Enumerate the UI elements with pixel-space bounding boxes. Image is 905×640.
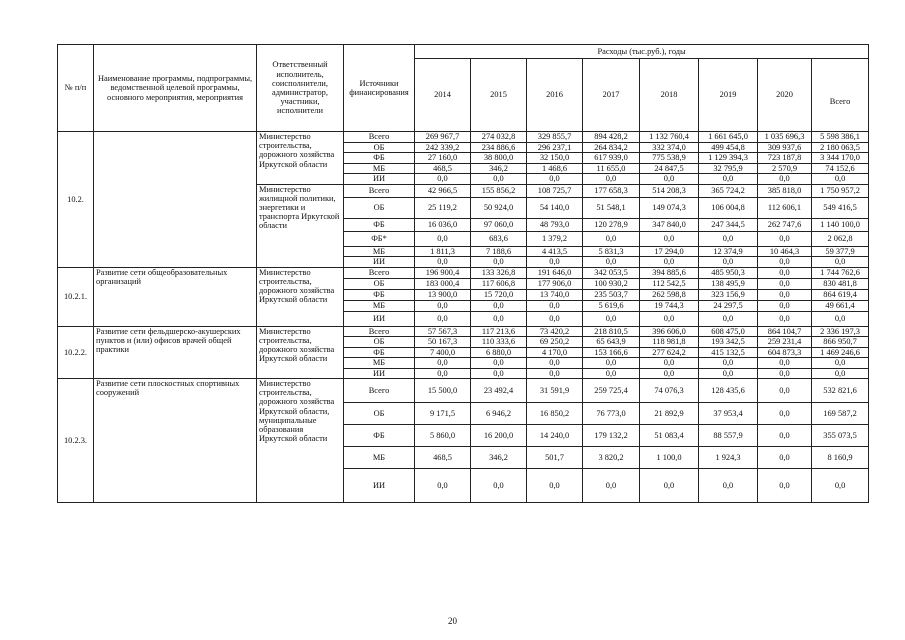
funding-source: ИИ xyxy=(344,368,415,379)
year-value: 0,0 xyxy=(415,311,471,326)
year-value: 0,0 xyxy=(699,174,758,185)
year-value: 274 032,8 xyxy=(471,132,527,143)
year-value: 342 053,5 xyxy=(583,267,640,278)
year-value: 0,0 xyxy=(699,257,758,268)
year-value: 9 171,5 xyxy=(415,403,471,425)
total-value: 1 750 957,2 xyxy=(812,184,869,197)
funding-source: ОБ xyxy=(344,142,415,153)
year-value: 13 740,0 xyxy=(527,289,583,300)
year-value: 0,0 xyxy=(415,368,471,379)
year-value: 117 606,8 xyxy=(471,278,527,289)
header-total: Всего xyxy=(812,59,869,132)
total-value: 5 598 386,1 xyxy=(812,132,869,143)
funding-source: ФБ xyxy=(344,218,415,231)
funding-source: МБ xyxy=(344,246,415,257)
year-value: 0,0 xyxy=(640,257,699,268)
year-value: 149 074,3 xyxy=(640,197,699,218)
total-value: 2 336 197,3 xyxy=(812,326,869,337)
total-value: 0,0 xyxy=(812,311,869,326)
funding-source: Всего xyxy=(344,379,415,403)
funding-source: ИИ xyxy=(344,174,415,185)
funding-source: МБ xyxy=(344,447,415,469)
funding-source: Всего xyxy=(344,132,415,143)
year-value: 191 646,0 xyxy=(527,267,583,278)
total-value: 830 481,8 xyxy=(812,278,869,289)
year-value: 6 880,0 xyxy=(471,347,527,358)
year-value: 51 548,1 xyxy=(583,197,640,218)
funding-source: МБ xyxy=(344,358,415,369)
year-value: 0,0 xyxy=(583,257,640,268)
year-value: 0,0 xyxy=(640,469,699,503)
year-value: 17 294,0 xyxy=(640,246,699,257)
year-value: 499 454,8 xyxy=(699,142,758,153)
year-value: 468,5 xyxy=(415,447,471,469)
year-value: 0,0 xyxy=(758,311,812,326)
year-value: 0,0 xyxy=(471,257,527,268)
section-number: 10.2.3. xyxy=(58,379,94,503)
total-value: 49 661,4 xyxy=(812,300,869,311)
section-name: Развитие сети общеобразовательных организаций xyxy=(94,267,257,326)
year-value: 155 856,2 xyxy=(471,184,527,197)
year-value: 259 725,4 xyxy=(583,379,640,403)
year-value: 48 793,0 xyxy=(527,218,583,231)
year-value: 0,0 xyxy=(415,358,471,369)
year-value: 259 231,4 xyxy=(758,337,812,348)
year-value: 604 873,3 xyxy=(758,347,812,358)
year-value: 14 240,0 xyxy=(527,425,583,447)
year-value: 1 924,3 xyxy=(699,447,758,469)
year-value: 128 435,6 xyxy=(699,379,758,403)
year-value: 12 374,9 xyxy=(699,246,758,257)
year-value: 247 344,5 xyxy=(699,218,758,231)
year-value: 0,0 xyxy=(758,403,812,425)
section-number: 10.2. xyxy=(58,132,94,268)
year-value: 329 855,7 xyxy=(527,132,583,143)
funding-source: Всего xyxy=(344,267,415,278)
total-value: 866 950,7 xyxy=(812,337,869,348)
year-value: 0,0 xyxy=(640,358,699,369)
year-value: 15 720,0 xyxy=(471,289,527,300)
table-row xyxy=(58,326,869,337)
header-num: № п/п xyxy=(58,45,94,132)
year-value: 894 428,2 xyxy=(583,132,640,143)
year-value: 0,0 xyxy=(527,257,583,268)
year-value: 235 503,7 xyxy=(583,289,640,300)
year-value: 97 060,0 xyxy=(471,218,527,231)
year-value: 54 140,0 xyxy=(527,197,583,218)
year-value: 0,0 xyxy=(640,368,699,379)
year-value: 25 119,2 xyxy=(415,197,471,218)
total-value: 1 469 246,6 xyxy=(812,347,869,358)
year-value: 4 170,0 xyxy=(527,347,583,358)
year-value: 6 946,2 xyxy=(471,403,527,425)
year-value: 332 374,0 xyxy=(640,142,699,153)
year-value: 177 906,0 xyxy=(527,278,583,289)
year-value: 0,0 xyxy=(471,300,527,311)
year-value: 177 658,3 xyxy=(583,184,640,197)
total-value: 0,0 xyxy=(812,368,869,379)
year-value: 21 892,9 xyxy=(640,403,699,425)
year-value: 0,0 xyxy=(527,358,583,369)
year-value: 0,0 xyxy=(758,278,812,289)
year-value: 65 643,9 xyxy=(583,337,640,348)
year-value: 23 492,4 xyxy=(471,379,527,403)
year-value: 0,0 xyxy=(471,174,527,185)
year-value: 514 208,3 xyxy=(640,184,699,197)
year-value: 864 104,7 xyxy=(758,326,812,337)
header-year: 2014 xyxy=(415,59,471,132)
year-value: 0,0 xyxy=(640,231,699,246)
section-name xyxy=(94,132,257,268)
year-value: 24 847,5 xyxy=(640,163,699,174)
year-value: 31 591,9 xyxy=(527,379,583,403)
header-year: 2019 xyxy=(699,59,758,132)
year-value: 396 606,0 xyxy=(640,326,699,337)
year-value: 183 000,4 xyxy=(415,278,471,289)
year-value: 323 156,9 xyxy=(699,289,758,300)
year-value: 1 035 696,3 xyxy=(758,132,812,143)
year-value: 0,0 xyxy=(583,358,640,369)
year-value: 0,0 xyxy=(758,425,812,447)
total-value: 0,0 xyxy=(812,358,869,369)
year-value: 37 953,4 xyxy=(699,403,758,425)
year-value: 775 538,9 xyxy=(640,153,699,164)
total-value: 355 073,5 xyxy=(812,425,869,447)
funding-source: ФБ xyxy=(344,153,415,164)
funding-source: ОБ xyxy=(344,197,415,218)
total-value: 1 744 762,6 xyxy=(812,267,869,278)
year-value: 0,0 xyxy=(471,368,527,379)
year-value: 24 297,5 xyxy=(699,300,758,311)
year-value: 1 132 760,4 xyxy=(640,132,699,143)
year-value: 0,0 xyxy=(527,174,583,185)
funding-source: ФБ xyxy=(344,347,415,358)
funding-source: ИИ xyxy=(344,469,415,503)
year-value: 0,0 xyxy=(527,469,583,503)
section-number: 10.2.2. xyxy=(58,326,94,379)
year-value: 0,0 xyxy=(699,231,758,246)
year-value: 5 619,6 xyxy=(583,300,640,311)
header-sources: Источники финансирования xyxy=(344,45,415,132)
table-row xyxy=(58,132,869,143)
responsible-executor: Министерство строительства, дорожного хозяйства Иркутской области xyxy=(257,267,344,326)
year-value: 0,0 xyxy=(583,469,640,503)
year-value: 0,0 xyxy=(471,311,527,326)
year-value: 0,0 xyxy=(758,289,812,300)
header-year: 2015 xyxy=(471,59,527,132)
section-number: 10.2.1. xyxy=(58,267,94,326)
year-value: 0,0 xyxy=(699,358,758,369)
year-value: 117 213,6 xyxy=(471,326,527,337)
year-value: 1 811,3 xyxy=(415,246,471,257)
year-value: 133 326,8 xyxy=(471,267,527,278)
year-value: 0,0 xyxy=(699,311,758,326)
year-value: 120 278,9 xyxy=(583,218,640,231)
year-value: 0,0 xyxy=(527,368,583,379)
year-value: 269 967,7 xyxy=(415,132,471,143)
year-value: 0,0 xyxy=(415,300,471,311)
year-value: 264 834,2 xyxy=(583,142,640,153)
year-value: 0,0 xyxy=(640,311,699,326)
total-value: 864 619,4 xyxy=(812,289,869,300)
year-value: 13 900,0 xyxy=(415,289,471,300)
year-value: 0,0 xyxy=(758,447,812,469)
year-value: 10 464,3 xyxy=(758,246,812,257)
year-value: 415 132,5 xyxy=(699,347,758,358)
year-value: 16 850,2 xyxy=(527,403,583,425)
year-value: 0,0 xyxy=(583,231,640,246)
total-value: 2 062,8 xyxy=(812,231,869,246)
year-value: 0,0 xyxy=(758,267,812,278)
header-year: 2018 xyxy=(640,59,699,132)
year-value: 11 655,0 xyxy=(583,163,640,174)
year-value: 0,0 xyxy=(758,358,812,369)
funding-source: Всего xyxy=(344,184,415,197)
year-value: 485 950,3 xyxy=(699,267,758,278)
year-value: 723 187,8 xyxy=(758,153,812,164)
total-value: 532 821,6 xyxy=(812,379,869,403)
year-value: 683,6 xyxy=(471,231,527,246)
year-value: 5 831,3 xyxy=(583,246,640,257)
year-value: 16 036,0 xyxy=(415,218,471,231)
year-value: 196 900,4 xyxy=(415,267,471,278)
year-value: 1 379,2 xyxy=(527,231,583,246)
year-value: 15 500,0 xyxy=(415,379,471,403)
year-value: 7 188,6 xyxy=(471,246,527,257)
year-value: 296 237,1 xyxy=(527,142,583,153)
total-value: 0,0 xyxy=(812,469,869,503)
responsible-executor: Министерство жилищной политики, энергетики и транспорта Иркутской области xyxy=(257,184,344,267)
year-value: 193 342,5 xyxy=(699,337,758,348)
year-value: 617 939,0 xyxy=(583,153,640,164)
header-program: Наименование программы, подпрограммы, ведомственной целевой программы, основного мероприятия, мероприятия xyxy=(94,45,257,132)
year-value: 88 557,9 xyxy=(699,425,758,447)
total-value: 169 587,2 xyxy=(812,403,869,425)
year-value: 0,0 xyxy=(415,174,471,185)
year-value: 110 333,6 xyxy=(471,337,527,348)
year-value: 32 795,9 xyxy=(699,163,758,174)
responsible-executor: Министерство строительства, дорожного хозяйства Иркутской области, муниципальные образования Иркутской области xyxy=(257,379,344,503)
year-value: 2 570,9 xyxy=(758,163,812,174)
year-value: 242 339,2 xyxy=(415,142,471,153)
year-value: 0,0 xyxy=(758,469,812,503)
header-responsible: Ответственный исполнитель, соисполнители, администратор, участники, исполнители xyxy=(257,45,344,132)
year-value: 0,0 xyxy=(527,300,583,311)
year-value: 262 598,8 xyxy=(640,289,699,300)
year-value: 0,0 xyxy=(758,368,812,379)
header-row-top xyxy=(58,45,869,59)
year-value: 0,0 xyxy=(415,231,471,246)
year-value: 112 542,5 xyxy=(640,278,699,289)
page-number: 20 xyxy=(448,616,457,626)
year-value: 16 200,0 xyxy=(471,425,527,447)
responsible-executor: Министерство строительства, дорожного хозяйства Иркутской области xyxy=(257,326,344,379)
table-row xyxy=(58,379,869,403)
funding-source: ФБ* xyxy=(344,231,415,246)
total-value: 74 152,6 xyxy=(812,163,869,174)
year-value: 385 818,0 xyxy=(758,184,812,197)
year-value: 57 567,3 xyxy=(415,326,471,337)
year-value: 218 810,5 xyxy=(583,326,640,337)
year-value: 112 606,1 xyxy=(758,197,812,218)
year-value: 4 413,5 xyxy=(527,246,583,257)
total-value: 59 377,9 xyxy=(812,246,869,257)
funding-source: ОБ xyxy=(344,278,415,289)
total-value: 0,0 xyxy=(812,174,869,185)
year-value: 394 885,6 xyxy=(640,267,699,278)
header-year: 2020 xyxy=(758,59,812,132)
year-value: 0,0 xyxy=(471,358,527,369)
section-name: Развитие сети фельдшерско-акушерских пунктов и (или) офисов врачей общей практики xyxy=(94,326,257,379)
year-value: 108 725,7 xyxy=(527,184,583,197)
year-value: 277 624,2 xyxy=(640,347,699,358)
year-value: 0,0 xyxy=(527,311,583,326)
funding-source: ОБ xyxy=(344,403,415,425)
total-value: 1 140 100,0 xyxy=(812,218,869,231)
year-value: 179 132,2 xyxy=(583,425,640,447)
year-value: 106 004,8 xyxy=(699,197,758,218)
year-value: 0,0 xyxy=(583,368,640,379)
year-value: 0,0 xyxy=(758,231,812,246)
year-value: 3 820,2 xyxy=(583,447,640,469)
year-value: 7 400,0 xyxy=(415,347,471,358)
year-value: 0,0 xyxy=(758,174,812,185)
year-value: 468,5 xyxy=(415,163,471,174)
year-value: 50 924,0 xyxy=(471,197,527,218)
year-value: 27 160,0 xyxy=(415,153,471,164)
budget-table xyxy=(57,44,869,503)
year-value: 1 100,0 xyxy=(640,447,699,469)
year-value: 51 083,4 xyxy=(640,425,699,447)
year-value: 69 250,2 xyxy=(527,337,583,348)
year-value: 38 800,0 xyxy=(471,153,527,164)
funding-source: Всего xyxy=(344,326,415,337)
year-value: 501,7 xyxy=(527,447,583,469)
year-value: 32 150,0 xyxy=(527,153,583,164)
total-value: 2 180 063,5 xyxy=(812,142,869,153)
year-value: 346,2 xyxy=(471,447,527,469)
header-expenses: Расходы (тыс.руб.), годы xyxy=(415,45,869,59)
responsible-executor: Министерство строительства, дорожного хозяйства Иркутской области xyxy=(257,132,344,185)
year-value: 0,0 xyxy=(699,368,758,379)
year-value: 0,0 xyxy=(415,469,471,503)
funding-source: ОБ xyxy=(344,337,415,348)
year-value: 1 468,6 xyxy=(527,163,583,174)
year-value: 0,0 xyxy=(583,311,640,326)
table-row xyxy=(58,267,869,278)
funding-source: ФБ xyxy=(344,425,415,447)
table-body xyxy=(58,132,869,503)
year-value: 0,0 xyxy=(758,257,812,268)
year-value: 42 966,5 xyxy=(415,184,471,197)
year-value: 50 167,3 xyxy=(415,337,471,348)
year-value: 0,0 xyxy=(699,469,758,503)
total-value: 0,0 xyxy=(812,257,869,268)
total-value: 549 416,5 xyxy=(812,197,869,218)
header-year: 2016 xyxy=(527,59,583,132)
year-value: 234 886,6 xyxy=(471,142,527,153)
year-value: 1 661 645,0 xyxy=(699,132,758,143)
year-value: 0,0 xyxy=(758,300,812,311)
funding-source: МБ xyxy=(344,300,415,311)
year-value: 608 475,0 xyxy=(699,326,758,337)
year-value: 309 937,6 xyxy=(758,142,812,153)
year-value: 0,0 xyxy=(640,174,699,185)
year-value: 0,0 xyxy=(471,469,527,503)
year-value: 73 420,2 xyxy=(527,326,583,337)
year-value: 74 076,3 xyxy=(640,379,699,403)
year-value: 0,0 xyxy=(758,379,812,403)
funding-source: МБ xyxy=(344,163,415,174)
year-value: 365 724,2 xyxy=(699,184,758,197)
year-value: 1 129 394,3 xyxy=(699,153,758,164)
year-value: 19 744,3 xyxy=(640,300,699,311)
section-name: Развитие сети плоскостных спортивных сооружений xyxy=(94,379,257,503)
year-value: 118 981,8 xyxy=(640,337,699,348)
year-value: 347 840,0 xyxy=(640,218,699,231)
year-value: 76 773,0 xyxy=(583,403,640,425)
total-value: 8 160,9 xyxy=(812,447,869,469)
year-value: 100 930,2 xyxy=(583,278,640,289)
funding-source: ИИ xyxy=(344,311,415,326)
funding-source: ФБ xyxy=(344,289,415,300)
total-value: 3 344 170,0 xyxy=(812,153,869,164)
year-value: 5 860,0 xyxy=(415,425,471,447)
header-year: 2017 xyxy=(583,59,640,132)
year-value: 346,2 xyxy=(471,163,527,174)
year-value: 0,0 xyxy=(415,257,471,268)
year-value: 153 166,6 xyxy=(583,347,640,358)
year-value: 262 747,6 xyxy=(758,218,812,231)
funding-source: ИИ xyxy=(344,257,415,268)
year-value: 0,0 xyxy=(583,174,640,185)
year-value: 138 495,9 xyxy=(699,278,758,289)
